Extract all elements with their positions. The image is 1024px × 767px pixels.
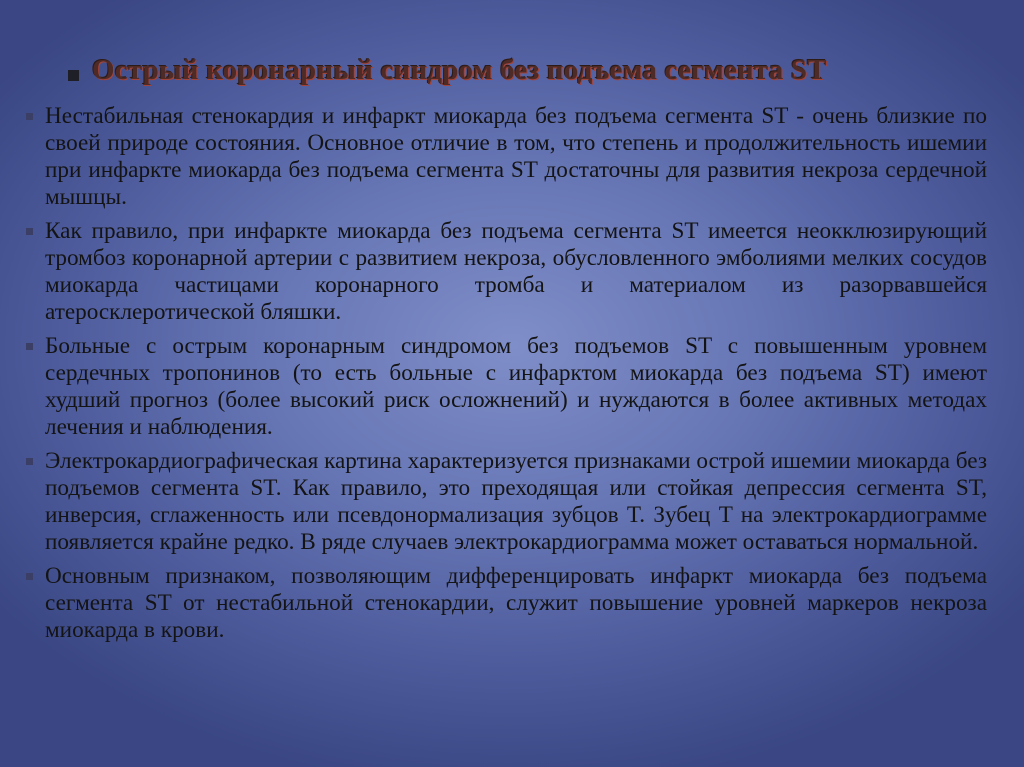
paragraph-3 xyxy=(45,333,987,441)
bullet-icon xyxy=(26,228,33,235)
paragraph-1-text: Нестабильная стенокардия и инфаркт миокарда без подъема сегмента ST - очень близкие по своей природе состояния. Основное отличие в том, что степень и продолжительность ишемии при инфаркте миокарда без подъема сегмента ST достаточны для развития некроза сердечной мышцы. xyxy=(45,103,987,210)
paragraph-1 xyxy=(45,103,987,211)
slide-title: Острый коронарный синдром без подъема сегмента ST xyxy=(92,54,827,86)
paragraph-5 xyxy=(45,563,987,644)
paragraph-2-text: Как правило, при инфаркте миокарда без подъема сегмента ST имеется неокклюзирующий тромбоз коронарной артерии с развитием некроза, обусловленного эмболиями мелких сосудов миокарда частицами коронарного тромба и материалом из разорвавшейся атеросклеротической бляшки. xyxy=(45,218,987,325)
bullet-icon xyxy=(26,113,33,120)
paragraph-4-text: Электрокардиографическая картина характеризуется признаками острой ишемии миокарда без подъемов сегмента ST. Как правило, это преходящая или стойкая депрессия сегмента ST, инверсия, сглаженность или псевдонормализация зубцов T. Зубец T на электрокардиограмме появляется крайне редко. В ряде случаев электрокардиограмма может оставаться нормальной. xyxy=(45,448,987,555)
slide-body xyxy=(45,103,987,651)
bullet-icon xyxy=(26,343,33,350)
paragraph-2 xyxy=(45,218,987,326)
paragraph-4 xyxy=(45,448,987,556)
title-bullet-square xyxy=(68,70,79,81)
paragraph-5-text: Основным признаком, позволяющим дифференцировать инфаркт миокарда без подъема сегмента ST от нестабильной стенокардии, служит повышение уровней маркеров некроза миокарда в крови. xyxy=(45,563,987,643)
bullet-icon xyxy=(26,573,33,580)
bullet-icon xyxy=(26,458,33,465)
paragraph-3-text: Больные с острым коронарным синдромом без подъемов ST с повышенным уровнем сердечных тропонинов (то есть больные с инфарктом миокарда без подъема ST) имеют худший прогноз (более высокий риск осложнений) и нуждаются в более активных методах лечения и наблюдения. xyxy=(45,333,987,440)
